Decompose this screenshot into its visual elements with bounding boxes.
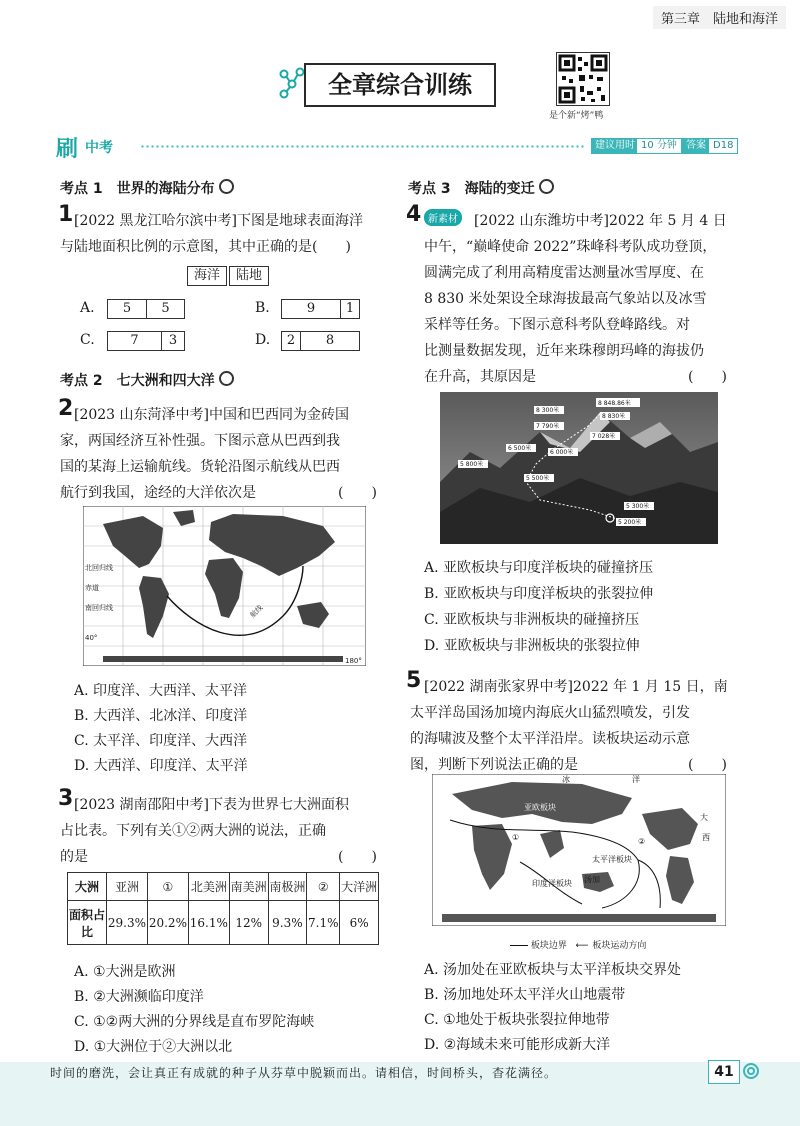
table-header-cell: 大洲 (68, 873, 107, 901)
q2-line: [2023 山东菏泽中考]中国和巴西同为金砖国 (74, 407, 350, 423)
kp1-heading: 考点 1 世界的海陆分布 (60, 178, 234, 198)
plate-map-legend (510, 938, 646, 951)
table-header-cell: 北美洲 (188, 873, 229, 901)
continent-area-table (67, 872, 379, 945)
page-number: 41 (708, 1060, 740, 1084)
footer-quote: 时间的磨洗，会让真正有成就的种子从芬草中脱颖而出。请相信，时间桥头，杳花满径。 (50, 1066, 558, 1080)
legend-direction-label: 板块运动方向 (592, 941, 647, 951)
q5-option-b[interactable]: B. 汤加地处环太平洋火山地震带 (424, 987, 626, 1003)
q2-line: 航行到我国，途经的大洋依次是 (60, 485, 256, 501)
map-lon: 180° (345, 657, 362, 665)
boundary-line-icon (510, 945, 528, 946)
band-shua-logo: 刷 (56, 137, 79, 162)
q4-line: 中午，“巅峰使命 2022”珠峰科考队成功登顶， (424, 239, 717, 255)
q4-line: 圆满完成了利用高精度雷达测量冰雪厚度、在 (424, 265, 704, 281)
band-dots (140, 144, 585, 149)
photo-label: 6 000米 (550, 449, 574, 456)
plate-tectonics-map (432, 774, 726, 926)
q1-option-a-label[interactable]: A. (80, 300, 95, 316)
table-cell: 7.1% (307, 901, 340, 945)
map-tropic-n: 北回归线 (85, 564, 113, 572)
table-row-label: 面积占比 (68, 901, 107, 945)
q1-line: 与陆地面积比例的示意图，其中正确的是( ) (60, 239, 351, 255)
q1-d-land: 8 (300, 331, 360, 351)
q1-b-land: 1 (340, 299, 360, 319)
plate-map-label: 西 (702, 833, 710, 842)
everest-route-photo (440, 392, 718, 544)
q2-line: 国的某海上运输航线。货轮沿图示航线从巴西 (60, 459, 340, 475)
q3-line: 的是 (60, 849, 88, 865)
qr-caption: 是个新“烤”鸭 (549, 111, 604, 121)
q1-option-b-label[interactable]: B. (255, 300, 270, 316)
plate-map-label: ② (638, 837, 646, 846)
q1-d-ocean: 2 (281, 331, 301, 351)
q5-line: 的海啸波及整个太平洋沿岸。读板块运动示意 (410, 731, 690, 747)
q4-option-b[interactable]: B. 亚欧板块与印度洋板块的张裂拉伸 (424, 586, 654, 602)
target-icon (219, 179, 234, 194)
photo-label: 8 830米 (602, 413, 626, 420)
table-cell: 9.3% (268, 901, 307, 945)
q1-option-d-label[interactable]: D. (255, 332, 271, 348)
q3-answer-bracket[interactable]: ( ) (338, 849, 377, 865)
time-value: 10 分钟 (636, 138, 682, 154)
arrow-icon: ⟵ (575, 940, 589, 951)
q5-line: 图，判断下列说法正确的是 (410, 757, 578, 773)
table-cell: 12% (229, 901, 268, 945)
q1-b-ocean: 9 (281, 299, 341, 319)
map-lat40: 40° (85, 634, 98, 642)
kp3-heading: 考点 3 海陆的变迁 (408, 178, 554, 198)
q1-c-land: 3 (161, 331, 185, 351)
q3-number: 3 (58, 786, 74, 811)
plate-map-label: 亚欧板块 (524, 803, 556, 812)
map-tropic-s: 南回归线 (85, 604, 113, 612)
photo-label: 5 800米 (460, 461, 484, 468)
q4-line: [2022 山东潍坊中考]2022 年 5 月 4 日 (474, 213, 727, 229)
q4-line: 在升高，其原因是 (424, 369, 536, 385)
photo-label: 8 300米 (536, 407, 560, 414)
table-cell: 20.2% (147, 901, 188, 945)
answer-value: D18 (708, 138, 738, 154)
kp2-heading: 考点 2 七大洲和四大洋 (60, 370, 234, 390)
plate-map-label: 汤加 (584, 875, 600, 884)
q2-answer-bracket[interactable]: ( ) (338, 485, 377, 501)
q1-c-ocean: 7 (107, 331, 162, 351)
q4-line: 8 830 米处架设全球海拔最高气象站以及冰雪 (424, 291, 707, 307)
table-cell: 29.3% (107, 901, 148, 945)
q3-line: 占比表。下列有关①②两大洲的说法，正确 (60, 823, 326, 839)
q2-line: 家，两国经济互补性强。下图示意从巴西到我 (60, 433, 340, 449)
table-header-row (68, 873, 379, 901)
q4-number: 4 (406, 202, 422, 227)
q1-legend-land: 陆地 (229, 266, 269, 286)
q2-option-d[interactable]: D. 大西洋、印度洋、太平洋 (74, 758, 248, 774)
q4-line: 采样等任务。下图示意科考队登峰路线。对 (424, 317, 690, 333)
table-header-cell: ② (307, 873, 340, 901)
map-route-label: 航线 (248, 603, 265, 620)
table-header-cell: ① (147, 873, 188, 901)
q2-option-a[interactable]: A. 印度洋、大西洋、太平洋 (74, 683, 248, 699)
q5-option-d[interactable]: D. ②海域未来可能形成新大洋 (424, 1037, 611, 1053)
q4-option-c[interactable]: C. 亚欧板块与非洲板块的碰撞挤压 (424, 612, 640, 628)
map-equator: 赤道 (85, 584, 99, 592)
q1-number: 1 (58, 202, 74, 227)
q2-option-b[interactable]: B. 大西洋、北冰洋、印度洋 (74, 708, 248, 724)
q1-option-c-label[interactable]: C. (80, 332, 95, 348)
plate-map-label: 大 (700, 813, 708, 822)
q3-option-d[interactable]: D. ①大洲位于②大洲以北 (74, 1039, 233, 1055)
q4-option-a[interactable]: A. 亚欧板块与印度洋板块的碰撞挤压 (424, 560, 654, 576)
q3-option-b[interactable]: B. ②大洲濒临印度洋 (74, 989, 204, 1005)
photo-label: 7 028米 (592, 433, 616, 440)
q4-answer-bracket[interactable]: ( ) (688, 369, 727, 385)
q5-line: 太平洋岛国汤加境内海底火山猛烈喷发，引发 (410, 705, 690, 721)
photo-label: 6 500米 (508, 445, 532, 452)
chapter-label: 第三章 陆地和海洋 (653, 6, 786, 29)
photo-label: 8 848.86米 (598, 400, 631, 407)
q4-line: 比测量数据发现，近年来珠穆朗玛峰的海拔仍 (424, 343, 704, 359)
target-icon (539, 179, 554, 194)
q1-a-ocean: 5 (107, 299, 147, 319)
plate-map-label: 印度洋板块 (532, 879, 572, 888)
plate-map-label: 太平洋板块 (592, 855, 632, 864)
q5-line: [2022 湖南张家界中考]2022 年 1 月 15 日，南 (424, 679, 728, 695)
photo-label: 5 500米 (526, 475, 550, 482)
photo-label: 5 300米 (626, 503, 650, 510)
plate-map-label: 洋 (632, 775, 640, 784)
q5-option-a[interactable]: A. 汤加处在亚欧板块与太平洋板块交界处 (424, 962, 682, 978)
answer-label: 答案 (682, 138, 710, 154)
new-material-badge: 新素材 (424, 209, 462, 226)
table-cell: 6% (340, 901, 379, 945)
table-header-cell: 亚洲 (107, 873, 148, 901)
q3-option-c[interactable]: C. ①②两大洲的分界线是直布罗陀海峡 (74, 1014, 315, 1030)
page-title: 全章综合训练 (304, 63, 496, 107)
plate-map-label: ① (512, 833, 520, 842)
q5-answer-bracket[interactable]: ( ) (688, 757, 727, 773)
target-icon (219, 371, 234, 386)
q2-number: 2 (58, 396, 74, 421)
table-cell: 16.1% (188, 901, 229, 945)
photo-label: 7 790米 (536, 423, 560, 430)
q2-option-c[interactable]: C. 太平洋、印度洋、大西洋 (74, 733, 248, 749)
snail-icon (742, 1062, 760, 1080)
qr-code-icon[interactable] (556, 52, 610, 106)
q4-option-d[interactable]: D. 亚欧板块与非洲板块的张裂拉伸 (424, 638, 640, 654)
plate-map-label: 冰 (562, 775, 570, 784)
table-header-cell: 南美洲 (229, 873, 268, 901)
table-header-cell: 南极洲 (268, 873, 307, 901)
q1-line: [2022 黑龙江哈尔滨中考]下图是地球表面海洋 (74, 213, 364, 229)
q5-number: 5 (406, 668, 422, 693)
time-label: 建议用时 (591, 138, 639, 154)
q1-legend-ocean: 海洋 (187, 266, 227, 286)
q1-a-land: 5 (146, 299, 185, 319)
photo-label: 5 200米 (618, 519, 642, 526)
q3-option-a[interactable]: A. ①大洲是欧洲 (74, 964, 176, 980)
table-header-cell: 大洋洲 (340, 873, 379, 901)
q3-line: [2023 湖南邵阳中考]下表为世界七大洲面积 (74, 797, 350, 813)
q5-option-c[interactable]: C. ①地处于板块张裂拉伸地带 (424, 1012, 610, 1028)
legend-boundary-label: 板块边界 (530, 941, 567, 951)
table-row (68, 901, 379, 945)
world-route-map (83, 506, 366, 666)
band-zhongkao-label: 中考 (85, 140, 113, 156)
